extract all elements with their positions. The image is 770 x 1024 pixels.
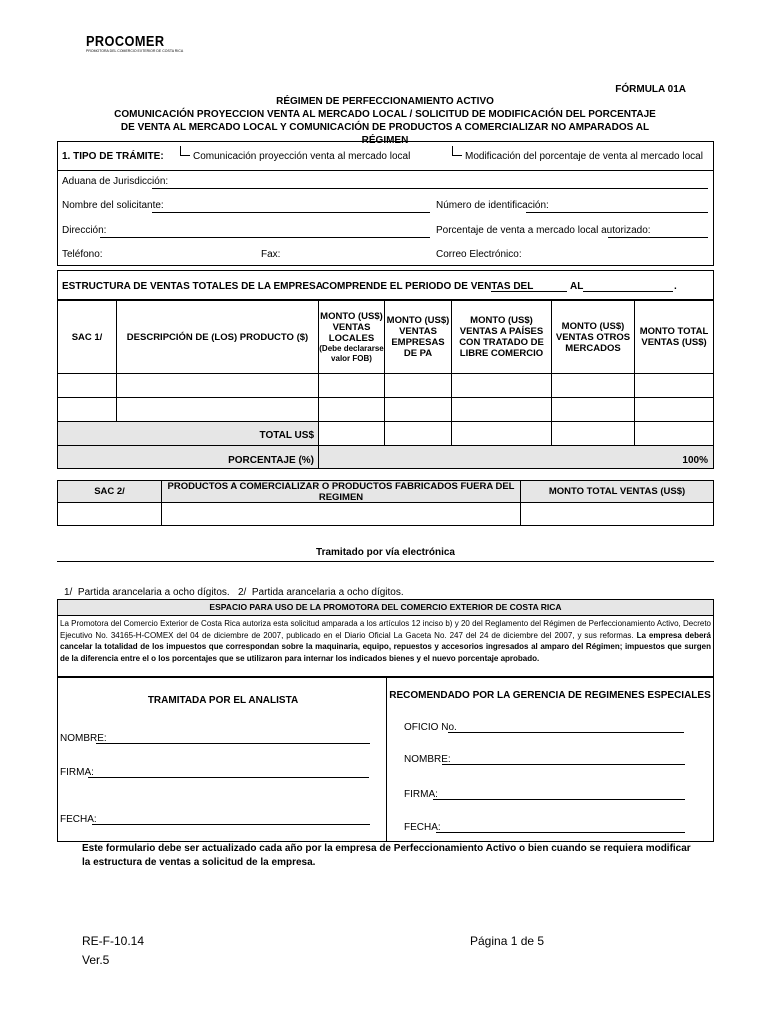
periodo-label: COMPRENDE EL PERIODO DE VENTAS DEL <box>322 281 534 292</box>
identificacion-label: Número de identificación: <box>436 200 549 211</box>
analista-fecha-label: FECHA: <box>60 814 97 825</box>
gerencia-oficio-label: OFICIO No. <box>404 722 457 733</box>
update-note: Este formulario debe ser actualizado cada año por la empresa de Perfeccionamiento Activo o bien cuando se requiera modificar la estructura de ventas a solicitud de la empresa. <box>82 843 691 868</box>
estructura-title: ESTRUCTURA DE VENTAS TOTALES DE LA EMPRESA <box>62 281 323 292</box>
gerencia-nombre-field[interactable] <box>442 764 685 765</box>
aduana-field[interactable] <box>152 188 708 189</box>
col-otros-mercados: MONTO (US$) VENTAS OTROS MERCADOS <box>555 320 631 354</box>
porcentaje-total-value: 100% <box>682 455 708 466</box>
direccion-field[interactable] <box>100 237 430 238</box>
correo-label: Correo Electrónico: <box>436 249 522 260</box>
page-title <box>100 95 670 147</box>
periodo-desde-field[interactable] <box>491 291 567 292</box>
analista-nombre-field[interactable] <box>96 743 370 744</box>
col-productos: PRODUCTOS A COMERCIALIZAR O PRODUCTOS FABRICADOS FUERA DEL REGIMEN <box>167 480 515 503</box>
title-line-1: RÉGIMEN DE PERFECCIONAMIENTO ACTIVO <box>276 96 494 107</box>
promotora-text <box>60 618 711 664</box>
porcentaje-field[interactable] <box>608 237 708 238</box>
footnotes: 1/ Partida arancelaria a ocho dígitos. 2/ Partida arancelaria a ocho dígitos. <box>64 587 404 598</box>
tramitado-rule <box>57 561 714 562</box>
logo-name: PROCOMER <box>86 33 165 50</box>
col-descripcion: DESCRIPCIÓN DE (LOS) PRODUCTO ($) <box>126 331 309 343</box>
analista-firma-label: FIRMA: <box>60 767 94 778</box>
identificacion-field[interactable] <box>526 212 708 213</box>
total-label: TOTAL US$ <box>259 430 314 441</box>
checkbox-comunicacion[interactable] <box>180 146 190 156</box>
col-sac2: SAC 2/ <box>94 486 125 497</box>
page-number: Página 1 de 5 <box>470 934 545 948</box>
option-comunicacion-label: Comunicación proyección venta al mercado local <box>193 151 411 162</box>
gerencia-title: RECOMENDADO POR LA GERENCIA DE REGIMENES ESPECIALES <box>389 690 711 701</box>
porcentaje-row-label: PORCENTAJE (%) <box>228 455 314 466</box>
al-label: AL <box>570 281 584 292</box>
solicitante-label: Nombre del solicitante: <box>62 200 164 211</box>
promotora-text-bold: La empresa deberá cancelar la totalidad de los impuestos que correspondan sobre la maquinaria, equipo, repuestos y accesorios ingresados al amparo del Régimen; impuestos que surgen de la diferencia entre el o los porcentajes que se utilizaron para internar los indicados bienes y el nuevo porcentaje aprobado. <box>60 630 711 663</box>
promotora-text-normal: La Promotora del Comercio Exterior de Costa Rica autoriza esta solicitud amparada a los artículos 12 inciso b) y 20 del Reglamento del Régimen de Perfeccionamiento Activo, Decreto Ejecutivo No. 34165-H-COMEX del 04 de diciembre de 2007, publicado en el Diario Oficial La Gaceta No. 247 del 24 de diciembre del 2007, y sus reformas. <box>60 619 711 640</box>
form-code: RE-F-10.14 <box>82 934 145 948</box>
checkbox-modificacion[interactable] <box>452 146 462 156</box>
telefono-label: Teléfono: <box>62 249 103 260</box>
porcentaje-label: Porcentaje de venta a mercado local autorizado: <box>436 225 651 236</box>
analista-title: TRAMITADA POR EL ANALISTA <box>147 695 299 706</box>
solicitante-field[interactable] <box>152 212 430 213</box>
gerencia-nombre-label: NOMBRE: <box>404 754 451 765</box>
col-monto-total-ventas: MONTO TOTAL VENTAS (US$) <box>548 486 686 497</box>
col-ventas-locales-note: (Debe declararse valor FOB) <box>319 343 384 363</box>
gerencia-firma-label: FIRMA: <box>404 789 438 800</box>
analista-firma-field[interactable] <box>88 777 369 778</box>
analista-nombre-label: NOMBRE: <box>60 733 107 744</box>
gerencia-fecha-field[interactable] <box>436 832 685 833</box>
tramitado-label: Tramitado por vía electrónica <box>316 547 455 558</box>
gerencia-firma-field[interactable] <box>433 799 685 800</box>
analista-fecha-field[interactable] <box>92 824 370 825</box>
title-line-2: COMUNICACIÓN PROYECCION VENTA AL MERCADO LOCAL / SOLICITUD DE MODIFICACIÓN DEL PORCENTAJE <box>114 109 656 120</box>
aduana-label: Aduana de Jurisdicción: <box>62 176 169 187</box>
promotora-header: ESPACIO PARA USO DE LA PROMOTORA DEL COMERCIO EXTERIOR DE COSTA RICA <box>209 602 562 612</box>
col-ventas-locales-label: MONTO (US$) VENTAS LOCALES <box>320 310 383 344</box>
direccion-label: Dirección: <box>62 225 107 236</box>
col-paises-tratado: MONTO (US$) VENTAS A PAÍSES CON TRATADO DE LIBRE COMERCIO <box>459 315 544 359</box>
col-monto-total: MONTO TOTAL VENTAS (US$) <box>639 326 709 348</box>
periodo-dot: . <box>674 281 677 292</box>
col-empresas-pa: MONTO (US$) VENTAS EMPRESAS DE PA <box>386 315 450 359</box>
col-sac: SAC 1/ <box>71 331 103 343</box>
fax-label: Fax: <box>261 249 281 260</box>
gerencia-fecha-label: FECHA: <box>404 822 441 833</box>
periodo-hasta-field[interactable] <box>583 291 673 292</box>
tramite-label: 1. TIPO DE TRÁMITE: <box>62 151 164 162</box>
col-ventas-locales <box>319 301 384 373</box>
gerencia-oficio-field[interactable] <box>448 732 684 733</box>
title-line-3: DE VENTA AL MERCADO LOCAL Y COMUNICACIÓN DE PRODUCTOS A COMERCIALIZAR NO AMPARADOS AL RÉGIMEN <box>120 122 650 146</box>
formula-code: FÓRMULA 01A <box>615 84 686 95</box>
procomer-logo <box>86 33 183 53</box>
logo-tagline: PROMOTORA DEL COMERCIO EXTERIOR DE COSTA RICA <box>86 49 184 53</box>
form-version: Ver.5 <box>82 953 110 967</box>
option-modificacion-label: Modificación del porcentaje de venta al mercado local <box>465 151 703 162</box>
